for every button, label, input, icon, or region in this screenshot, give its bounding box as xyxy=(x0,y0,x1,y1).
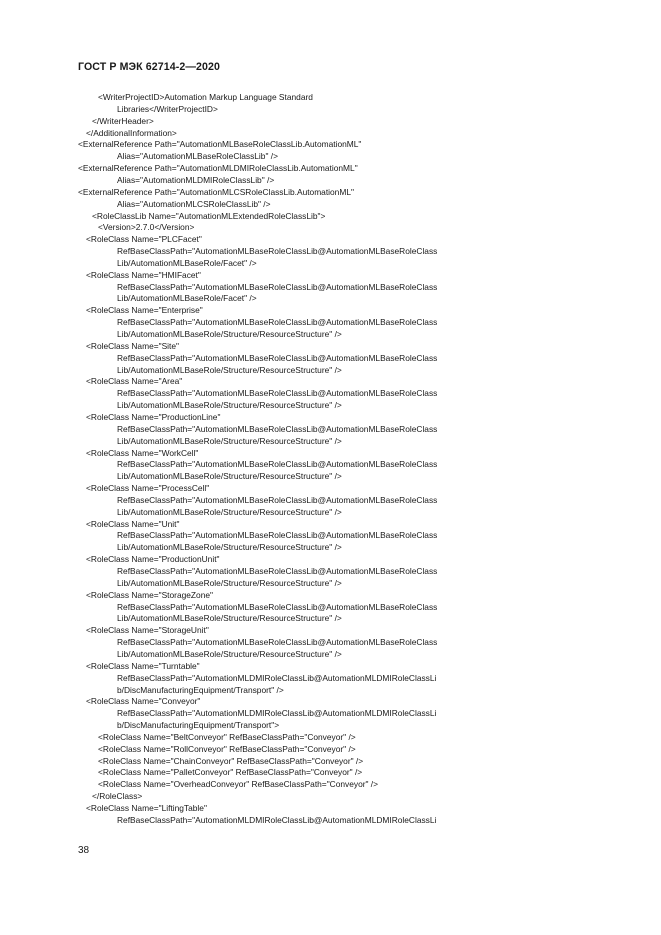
code-line: RefBaseClassPath="AutomationMLBaseRoleClassLib@AutomationMLBaseRoleClass xyxy=(117,423,438,434)
page-number: 38 xyxy=(78,845,90,856)
code-line: <RoleClass Name="Area" xyxy=(86,376,183,387)
code-line: b/DiscManufacturingEquipment/Transport"> xyxy=(117,720,280,731)
code-line: Libraries</WriterProjectID> xyxy=(117,103,218,114)
code-line: b/DiscManufacturingEquipment/Transport" /> xyxy=(117,684,284,695)
code-line: <ExternalReference Path="AutomationMLBaseRoleClassLib.AutomationML" xyxy=(78,139,362,150)
code-line: Lib/AutomationMLBaseRole/Structure/ResourceStructure" /> xyxy=(117,613,342,624)
code-line: Lib/AutomationMLBaseRole/Facet" /> xyxy=(117,293,257,304)
code-line: <RoleClass Name="Enterprise" xyxy=(86,305,203,316)
code-line: <ExternalReference Path="AutomationMLCSRoleClassLib.AutomationML" xyxy=(78,186,354,197)
code-line: <RoleClass Name="PLCFacet" xyxy=(86,234,202,245)
code-line: RefBaseClassPath="AutomationMLDMIRoleClassLib@AutomationMLDMIRoleClassLi xyxy=(117,708,437,719)
code-line: RefBaseClassPath="AutomationMLBaseRoleClassLib@AutomationMLBaseRoleClass xyxy=(117,459,438,470)
code-line: RefBaseClassPath="AutomationMLBaseRoleClassLib@AutomationMLBaseRoleClass xyxy=(117,388,438,399)
code-line: <RoleClass Name="ChainConveyor" RefBaseClassPath="Conveyor" /> xyxy=(98,755,364,766)
code-line: <ExternalReference Path="AutomationMLDMIRoleClassLib.AutomationML" xyxy=(78,163,358,174)
code-line: RefBaseClassPath="AutomationMLBaseRoleClassLib@AutomationMLBaseRoleClass xyxy=(117,352,438,363)
code-line: <RoleClass Name="HMIFacet" xyxy=(86,269,201,280)
code-line: <RoleClass Name="Site" xyxy=(86,340,179,351)
code-line: RefBaseClassPath="AutomationMLBaseRoleClassLib@AutomationMLBaseRoleClass xyxy=(117,246,438,257)
code-line: RefBaseClassPath="AutomationMLBaseRoleClassLib@AutomationMLBaseRoleClass xyxy=(117,281,438,292)
code-line: RefBaseClassPath="AutomationMLDMIRoleClassLib@AutomationMLDMIRoleClassLi xyxy=(117,672,437,683)
code-line: <WriterProjectID>Automation Markup Language Standard xyxy=(98,92,313,102)
code-line: <RoleClass Name="Turntable" xyxy=(86,660,200,671)
code-line: Alias="AutomationMLCSRoleClassLib" /> xyxy=(117,198,271,209)
code-line: <RoleClass Name="StorageUnit" xyxy=(86,625,209,636)
code-line: Lib/AutomationMLBaseRole/Structure/ResourceStructure" /> xyxy=(117,364,342,375)
code-line: <RoleClass Name="ProductionLine" xyxy=(86,411,221,422)
code-line: RefBaseClassPath="AutomationMLBaseRoleClassLib@AutomationMLBaseRoleClass xyxy=(117,637,438,648)
code-line: <RoleClassLib Name="AutomationMLExtendedRoleClassLib"> xyxy=(92,210,326,221)
code-line: Alias="AutomationMLDMIRoleClassLib" /> xyxy=(117,174,275,185)
code-line: <RoleClass Name="Conveyor" xyxy=(86,696,201,707)
code-line: </RoleClass> xyxy=(92,791,143,802)
code-line: RefBaseClassPath="AutomationMLBaseRoleClassLib@AutomationMLBaseRoleClass xyxy=(117,566,438,576)
code-line: <RoleClass Name="StorageZone" xyxy=(86,589,213,600)
code-line: </AdditionalInformation> xyxy=(86,127,177,138)
document-header: ГОСТ Р МЭК 62714-2—2020 xyxy=(78,61,221,73)
code-line: Lib/AutomationMLBaseRole/Structure/ResourceStructure" /> xyxy=(117,542,342,553)
code-line: Lib/AutomationMLBaseRole/Structure/ResourceStructure" /> xyxy=(117,577,342,588)
code-line: Lib/AutomationMLBaseRole/Structure/ResourceStructure" /> xyxy=(117,329,342,339)
code-line: RefBaseClassPath="AutomationMLDMIRoleClassLib@AutomationMLDMIRoleClassLi xyxy=(117,814,437,825)
code-line: <RoleClass Name="PalletConveyor" RefBaseClassPath="Conveyor" /> xyxy=(98,767,363,778)
code-line: RefBaseClassPath="AutomationMLBaseRoleClassLib@AutomationMLBaseRoleClass xyxy=(117,317,438,328)
code-line: Lib/AutomationMLBaseRole/Facet" /> xyxy=(117,257,257,268)
code-line: Lib/AutomationMLBaseRole/Structure/ResourceStructure" /> xyxy=(117,400,342,411)
code-line: <RoleClass Name="RollConveyor" RefBaseClassPath="Conveyor" /> xyxy=(98,743,356,754)
code-line: Lib/AutomationMLBaseRole/Structure/ResourceStructure" /> xyxy=(117,506,342,517)
code-line: <RoleClass Name="ProductionUnit" xyxy=(86,554,220,565)
code-line: Lib/AutomationMLBaseRole/Structure/ResourceStructure" /> xyxy=(117,648,342,659)
code-line: RefBaseClassPath="AutomationMLBaseRoleClassLib@AutomationMLBaseRoleClass xyxy=(117,494,438,505)
code-line: Lib/AutomationMLBaseRole/Structure/ResourceStructure" /> xyxy=(117,471,342,482)
code-line: <RoleClass Name="WorkCell" xyxy=(86,447,199,458)
code-line: Alias="AutomationMLBaseRoleClassLib" /> xyxy=(117,151,278,162)
code-line: RefBaseClassPath="AutomationMLBaseRoleClassLib@AutomationMLBaseRoleClass xyxy=(117,601,438,612)
code-line: RefBaseClassPath="AutomationMLBaseRoleClassLib@AutomationMLBaseRoleClass xyxy=(117,530,438,541)
code-line: <Version>2.7.0</Version> xyxy=(98,222,195,233)
code-line: <RoleClass Name="BeltConveyor" RefBaseClassPath="Conveyor" /> xyxy=(98,731,356,742)
code-line: <RoleClass Name="ProcessCell" xyxy=(86,483,210,494)
code-line: <RoleClass Name="LiftingTable" xyxy=(86,803,207,813)
code-line: </WriterHeader> xyxy=(92,115,154,126)
code-line: <RoleClass Name="OverheadConveyor" RefBaseClassPath="Conveyor" /> xyxy=(98,779,379,790)
code-line: <RoleClass Name="Unit" xyxy=(86,518,180,529)
code-line: Lib/AutomationMLBaseRole/Structure/ResourceStructure" /> xyxy=(117,435,342,446)
